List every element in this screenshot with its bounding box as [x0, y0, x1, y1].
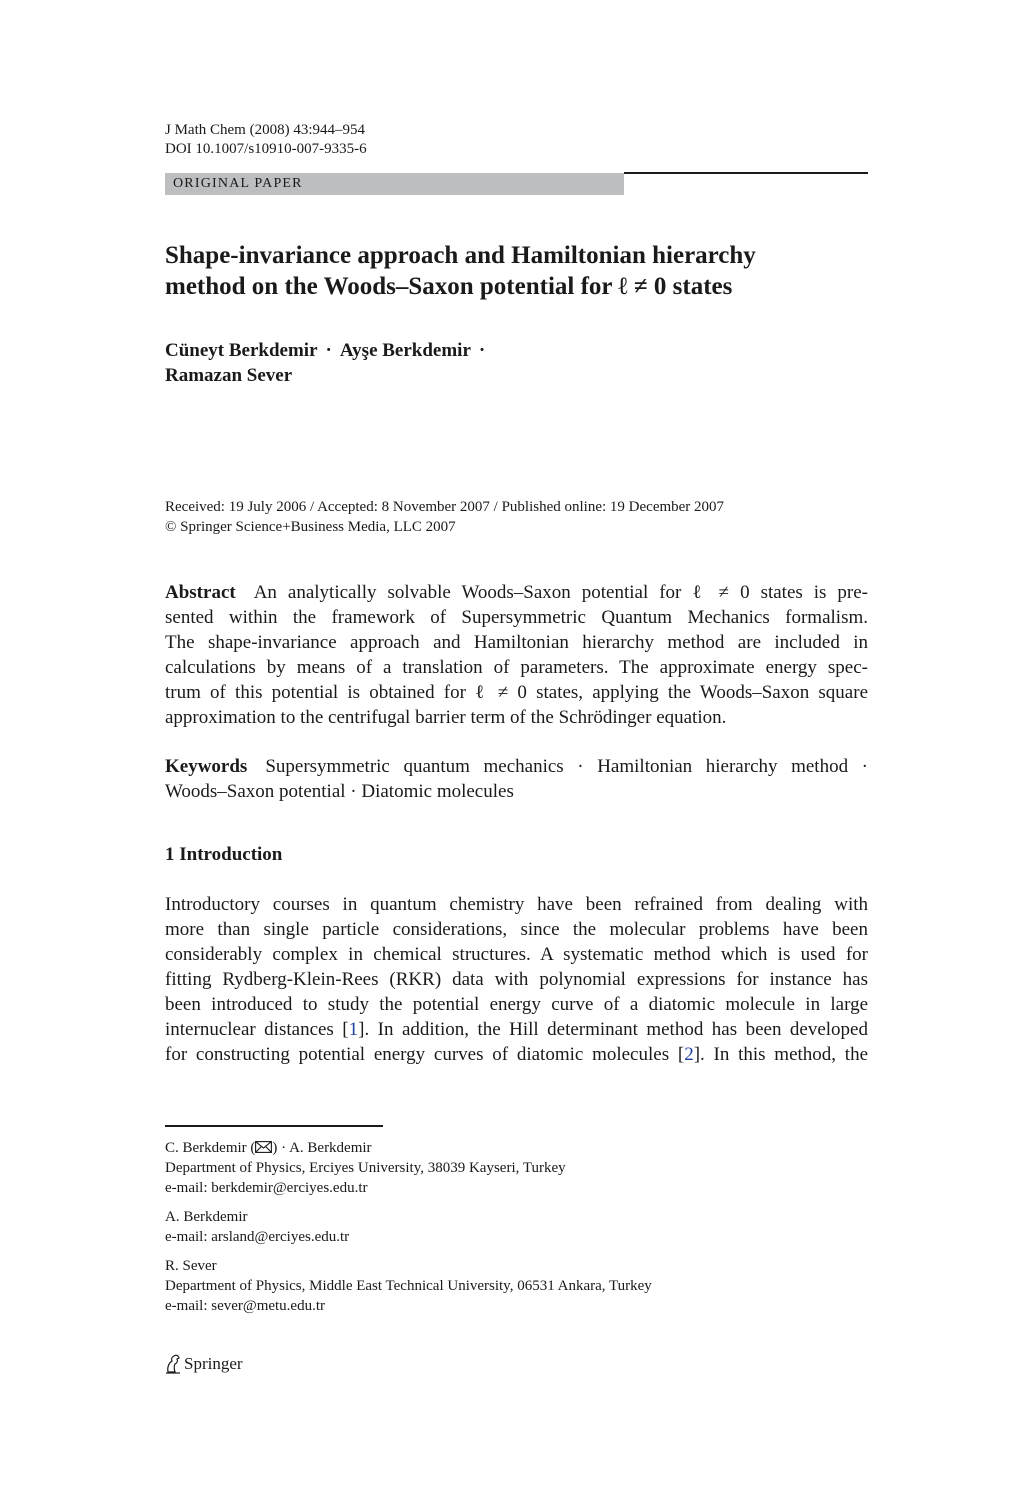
affiliation: Department of Physics, Erciyes University, 38039 Kayseri, Turkey — [165, 1160, 566, 1176]
keywords-line: Woods–Saxon potential · Diatomic molecules — [165, 781, 514, 802]
doi[interactable]: DOI 10.1007/s10910-007-9335-6 — [165, 141, 367, 157]
footnote-affiliation-1: C. Berkdemir ( ) · A. Berkdemir Department of Physics, Erciyes University, 38039 Kayseri, Turkey e-mail: berkdemir@erciyes.edu.tr — [165, 1140, 566, 1196]
intro-line: for constructing potential energy curves of diatomic molecules [2]. In this method, the — [165, 1044, 869, 1065]
header-rule — [624, 172, 868, 174]
author-1: Cüneyt Berkdemir — [165, 340, 318, 361]
publication-dates — [165, 497, 724, 537]
footnote-affiliation-2: A. Berkdemir e-mail: arsland@erciyes.edu.tr — [165, 1209, 350, 1245]
author-separator: · — [478, 340, 486, 361]
abstract-line: sented within the framework of Supersymmetric Quantum Mechanics formalism. — [165, 607, 868, 628]
abstract-label: Abstract — [165, 582, 236, 603]
keywords — [165, 754, 868, 804]
author-3: Ramazan Sever — [165, 365, 293, 386]
author-2: Ayşe Berkdemir — [339, 340, 471, 361]
copyright: © Springer Science+Business Media, LLC 2007 — [165, 519, 456, 535]
email[interactable]: e-mail: berkdemir@erciyes.edu.tr — [165, 1180, 368, 1196]
abstract-line: An analytically solvable Woods–Saxon potential for ℓ ≠ 0 states is pre- — [253, 582, 868, 603]
title-line-1: Shape-invariance approach and Hamiltonian hierarchy — [165, 242, 756, 269]
email[interactable]: e-mail: arsland@erciyes.edu.tr — [165, 1229, 350, 1245]
abstract — [165, 580, 868, 730]
intro-line: been introduced to study the potential energy curve of a diatomic molecule in large — [165, 994, 868, 1015]
abstract-line: calculations by means of a translation of parameters. The approximate energy spec- — [165, 657, 868, 678]
intro-line: Introductory courses in quantum chemistry have been refrained from dealing with — [165, 894, 868, 915]
abstract-line: trum of this potential is obtained for ℓ ≠ 0 states, applying the Woods–Saxon square — [165, 682, 868, 703]
abstract-line: approximation to the centrifugal barrier term of the Schrödinger equation. — [165, 707, 727, 728]
email[interactable]: e-mail: sever@metu.edu.tr — [165, 1298, 326, 1314]
affiliation: Department of Physics, Middle East Technical University, 06531 Ankara, Turkey — [165, 1278, 652, 1294]
envelope-icon[interactable] — [255, 1141, 272, 1153]
author-list — [165, 338, 493, 388]
journal-header — [165, 121, 367, 159]
introduction-text — [165, 892, 868, 1067]
publisher-logo — [165, 1352, 243, 1376]
publisher-name: Springer — [184, 1354, 243, 1373]
footnote-affiliation-3: R. Sever Department of Physics, Middle East Technical University, 06531 Ankara, Turkey e-mail: sever@metu.edu.tr — [165, 1258, 652, 1314]
intro-line: internuclear distances [1]. In addition, the Hill determinant method has been developed — [165, 1019, 868, 1040]
citation-link-1[interactable]: 1 — [348, 1019, 359, 1040]
springer-horse-icon — [165, 1354, 181, 1374]
intro-line: considerably complex in chemical structures. A systematic method which is used for — [165, 944, 868, 965]
footnote-rule — [165, 1125, 383, 1127]
date-history: Received: 19 July 2006 / Accepted: 8 November 2007 / Published online: 19 December 2007 — [165, 499, 725, 515]
keywords-label: Keywords — [165, 756, 248, 777]
title-line-2: method on the Woods–Saxon potential for ℓ ≠ 0 states — [165, 273, 733, 300]
section-heading: 1 Introduction — [165, 844, 283, 865]
article-type-banner: ORIGINAL PAPER — [165, 173, 624, 195]
journal-citation: J Math Chem (2008) 43:944–954 — [165, 122, 365, 138]
citation-link-2[interactable]: 2 — [684, 1044, 694, 1065]
keywords-line: Supersymmetric quantum mechanics · Hamiltonian hierarchy method · — [265, 756, 868, 777]
author-separator: · — [325, 340, 332, 361]
paper-title — [165, 240, 865, 302]
intro-line: more than single particle considerations, since the molecular problems have been — [165, 919, 868, 940]
intro-line: fitting Rydberg-Klein-Rees (RKR) data with polynomial expressions for instance has — [165, 969, 868, 990]
abstract-line: The shape-invariance approach and Hamiltonian hierarchy method are included in — [165, 632, 868, 653]
